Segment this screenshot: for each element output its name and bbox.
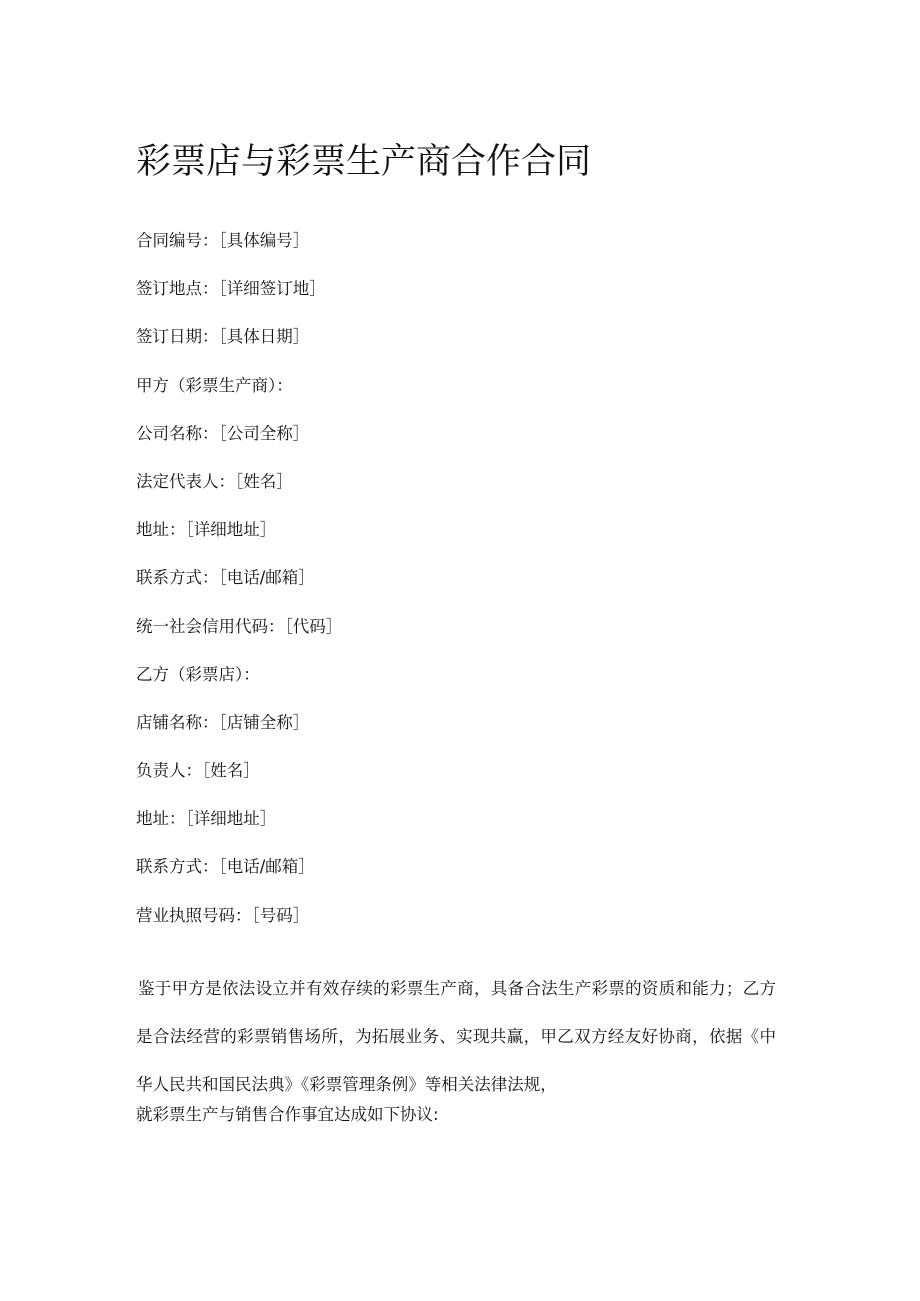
field-party-b-manager: 负责人：［姓名］ bbox=[136, 761, 260, 781]
field-party-a-company: 公司名称：［公司全称］ bbox=[136, 423, 310, 443]
field-party-b-address: 地址：［详细地址］ bbox=[136, 809, 277, 829]
recital-paragraph: 鉴于甲方是依法设立并有效存续的彩票生产商，具备合法生产彩票的资质和能力；乙方是合法经营的彩票销售场所，为拓展业务、实现共赢，甲乙双方经友好协商，依据《中华人民共和国民法典》《彩票管理条例》等相关法律法规， bbox=[136, 978, 776, 1094]
field-party-a-legal-rep: 法定代表人：［姓名］ bbox=[136, 471, 293, 491]
party-a-heading: 甲方（彩票生产商）： bbox=[136, 375, 293, 395]
field-signing-date: 签订日期：［具体日期］ bbox=[136, 327, 310, 347]
contract-info-fields bbox=[136, 226, 776, 949]
party-b-heading: 乙方（彩票店）： bbox=[136, 664, 260, 684]
field-contract-number: 合同编号：［具体编号］ bbox=[136, 231, 310, 250]
document-title: 彩票店与彩票生产商合作合同 bbox=[136, 142, 592, 182]
field-signing-place: 签订地点：［详细签订地］ bbox=[136, 279, 326, 299]
field-party-b-shop-name: 店铺名称：［店铺全称］ bbox=[136, 712, 310, 732]
field-party-b-license: 营业执照号码：［号码］ bbox=[136, 905, 310, 925]
agreement-intro: 就彩票生产与销售合作事宜达成如下协议: bbox=[136, 1105, 439, 1124]
field-party-a-address: 地址：［详细地址］ bbox=[136, 520, 277, 540]
field-party-b-contact: 联系方式：［电话/邮箱］ bbox=[136, 857, 315, 877]
field-party-a-contact: 联系方式：［电话/邮箱］ bbox=[136, 568, 315, 588]
field-party-a-credit-code: 统一社会信用代码：［代码］ bbox=[136, 616, 343, 636]
